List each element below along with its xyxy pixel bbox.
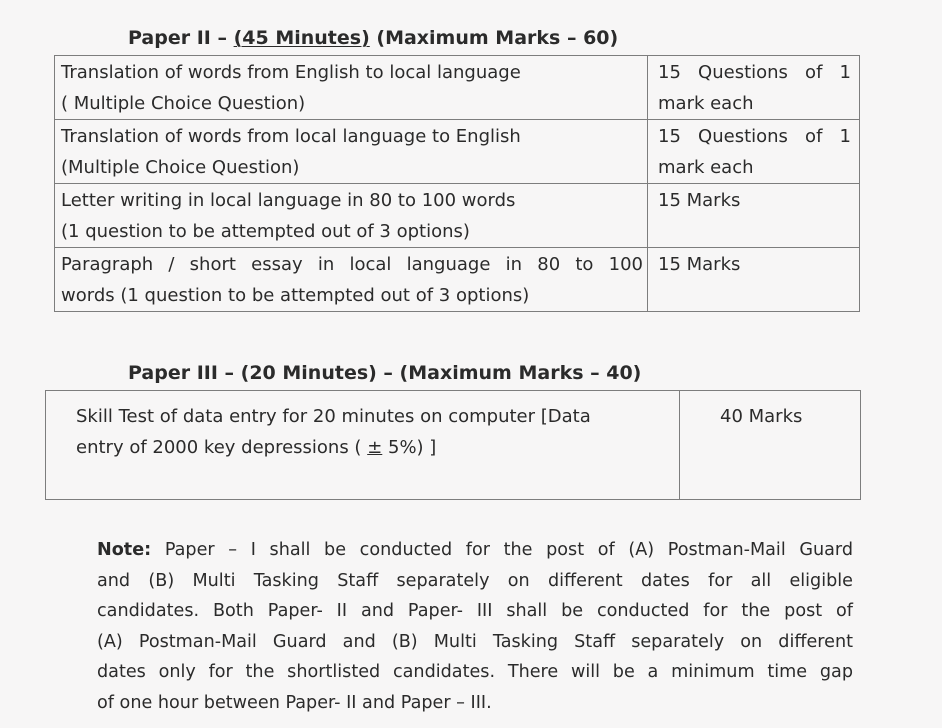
note-line-text: Paper – I shall be conducted for the post of (A) Postman-Mail Guard [151,540,853,560]
task-line-2-pre: entry of 2000 key depressions ( [76,437,368,458]
table-row [55,120,860,184]
task-line-2 [76,432,671,463]
table-row [55,56,860,120]
marks-cell [648,248,860,312]
task-line: (1 question to be attempted out of 3 options) [61,221,470,242]
marks-line: 40 Marks [720,406,803,427]
task-line-2-post: 5%) ] [382,437,437,458]
note-line [97,535,853,566]
note-line: and (B) Multi Tasking Staff separately on different dates for all eligible [97,570,853,591]
marks-line: mark each [658,93,754,114]
note-line: dates only for the shortlisted candidates. There will be a minimum time gap [97,662,853,682]
marks-cell [648,184,860,248]
task-cell [55,184,648,248]
task-line: (Multiple Choice Question) [61,157,300,178]
task-line: Translation of words from local language to English [61,126,521,147]
table-row [55,184,860,248]
task-line: Letter writing in local language in 80 to 100 words [61,190,516,211]
task-cell [55,56,648,120]
marks-cell [680,391,861,500]
task-cell [55,120,648,184]
task-line: words (1 question to be attempted out of 3 options) [61,285,530,306]
table-row [55,248,860,312]
marks-line: 15 Questions of 1 [658,62,851,83]
marks-line: 15 Marks [658,190,741,211]
marks-line: mark each [658,157,754,178]
table-row [46,391,861,500]
paper2-heading [128,27,618,49]
paper2-heading-pre: Paper II – [128,27,234,49]
task-line: Paragraph / short essay in local language in 80 to 100 [61,254,643,275]
paper2-heading-post: (Maximum Marks – 60) [369,27,619,49]
note-line: of one hour between Paper- II and Paper – III. [97,692,492,713]
paper3-table [45,390,861,500]
marks-cell [648,56,860,120]
marks-line: 15 Questions of 1 [658,126,851,147]
task-line: Skill Test of data entry for 20 minutes on computer [Data [76,406,591,427]
task-line: Translation of words from English to local language [61,62,521,83]
note-paragraph [97,535,853,718]
note-line: candidates. Both Paper- II and Paper- III shall be conducted for the post of [97,601,853,621]
paper2-table [54,55,860,312]
task-cell [55,248,648,312]
paper3-heading: Paper III – (20 Minutes) – (Maximum Marks – 40) [128,362,642,384]
task-cell [46,391,680,500]
paper2-heading-duration: (45 Minutes) [233,27,370,49]
note-label: Note: [97,540,152,560]
note-line: (A) Postman-Mail Guard and (B) Multi Tasking Staff separately on different [97,631,853,652]
marks-line: 15 Marks [658,254,741,275]
plus-minus-sign: ± [367,437,383,458]
marks-cell [648,120,860,184]
task-line: ( Multiple Choice Question) [61,93,306,114]
